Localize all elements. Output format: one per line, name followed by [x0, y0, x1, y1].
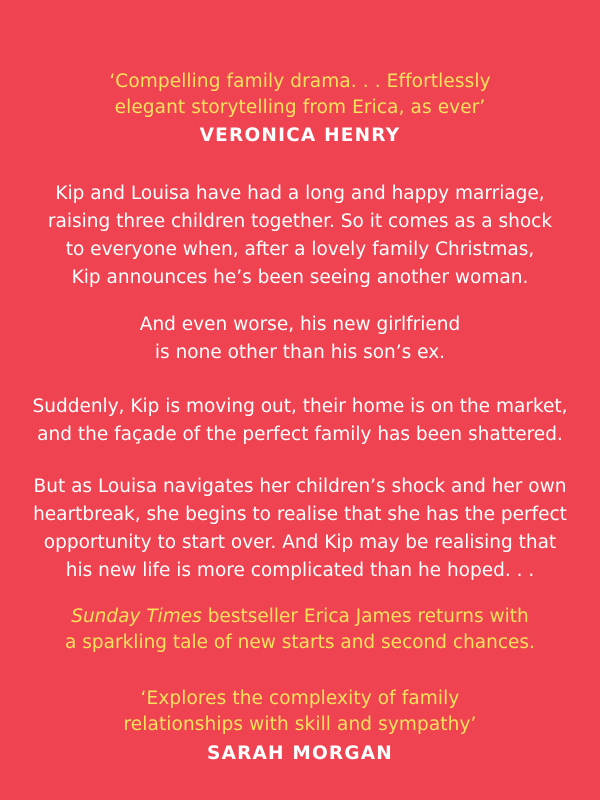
- blurb-p2-line-1: And even worse, his new girlfriend: [139, 314, 461, 335]
- blurb-p3-line-1: Suddenly, Kip is moving out, their home is on the market,: [32, 396, 568, 417]
- top-quote-author: VERONICA HENRY: [199, 125, 401, 146]
- bottom-quote-line-1: ‘Explores the complexity of family: [140, 688, 460, 709]
- bottom-quote-author: SARAH MORGAN: [207, 743, 393, 764]
- promo-italic-title: Sunday Times: [71, 606, 202, 627]
- blurb-p4-line-2: heartbreak, she begins to realise that she has the perfect: [33, 504, 567, 525]
- promo-line-1: [0, 608, 600, 627]
- blurb-p4-line-3: opportunity to start over. And Kip may be realising that: [43, 532, 557, 553]
- promo-line-1-rest: bestseller Erica James returns with: [201, 606, 529, 627]
- blurb-p4-line-4: his new life is more complicated than he hoped. . .: [65, 560, 535, 581]
- blurb-p4-line-1: But as Louisa navigates her children’s shock and her own: [33, 476, 567, 497]
- promo-line-2: a sparkling tale of new starts and second chances.: [65, 632, 535, 653]
- top-quote-line-1: ‘Compelling family drama. . . Effortlessly: [109, 71, 491, 92]
- blurb-p1-line-3: to everyone when, after a lovely family Christmas,: [65, 239, 535, 260]
- blurb-p2-line-2: is none other than his son’s ex.: [154, 342, 446, 363]
- bottom-quote-line-2: relationships with skill and sympathy’: [123, 714, 477, 735]
- blurb-p1-line-2: raising three children together. So it comes as a shock: [47, 211, 553, 232]
- blurb-p1-line-4: Kip announces he’s been seeing another woman.: [71, 267, 529, 288]
- blurb-p1-line-1: Kip and Louisa have had a long and happy marriage,: [55, 183, 545, 204]
- top-quote-line-2: elegant storytelling from Erica, as ever’: [114, 97, 486, 118]
- blurb-p3-line-2: and the façade of the perfect family has been shattered.: [37, 424, 563, 445]
